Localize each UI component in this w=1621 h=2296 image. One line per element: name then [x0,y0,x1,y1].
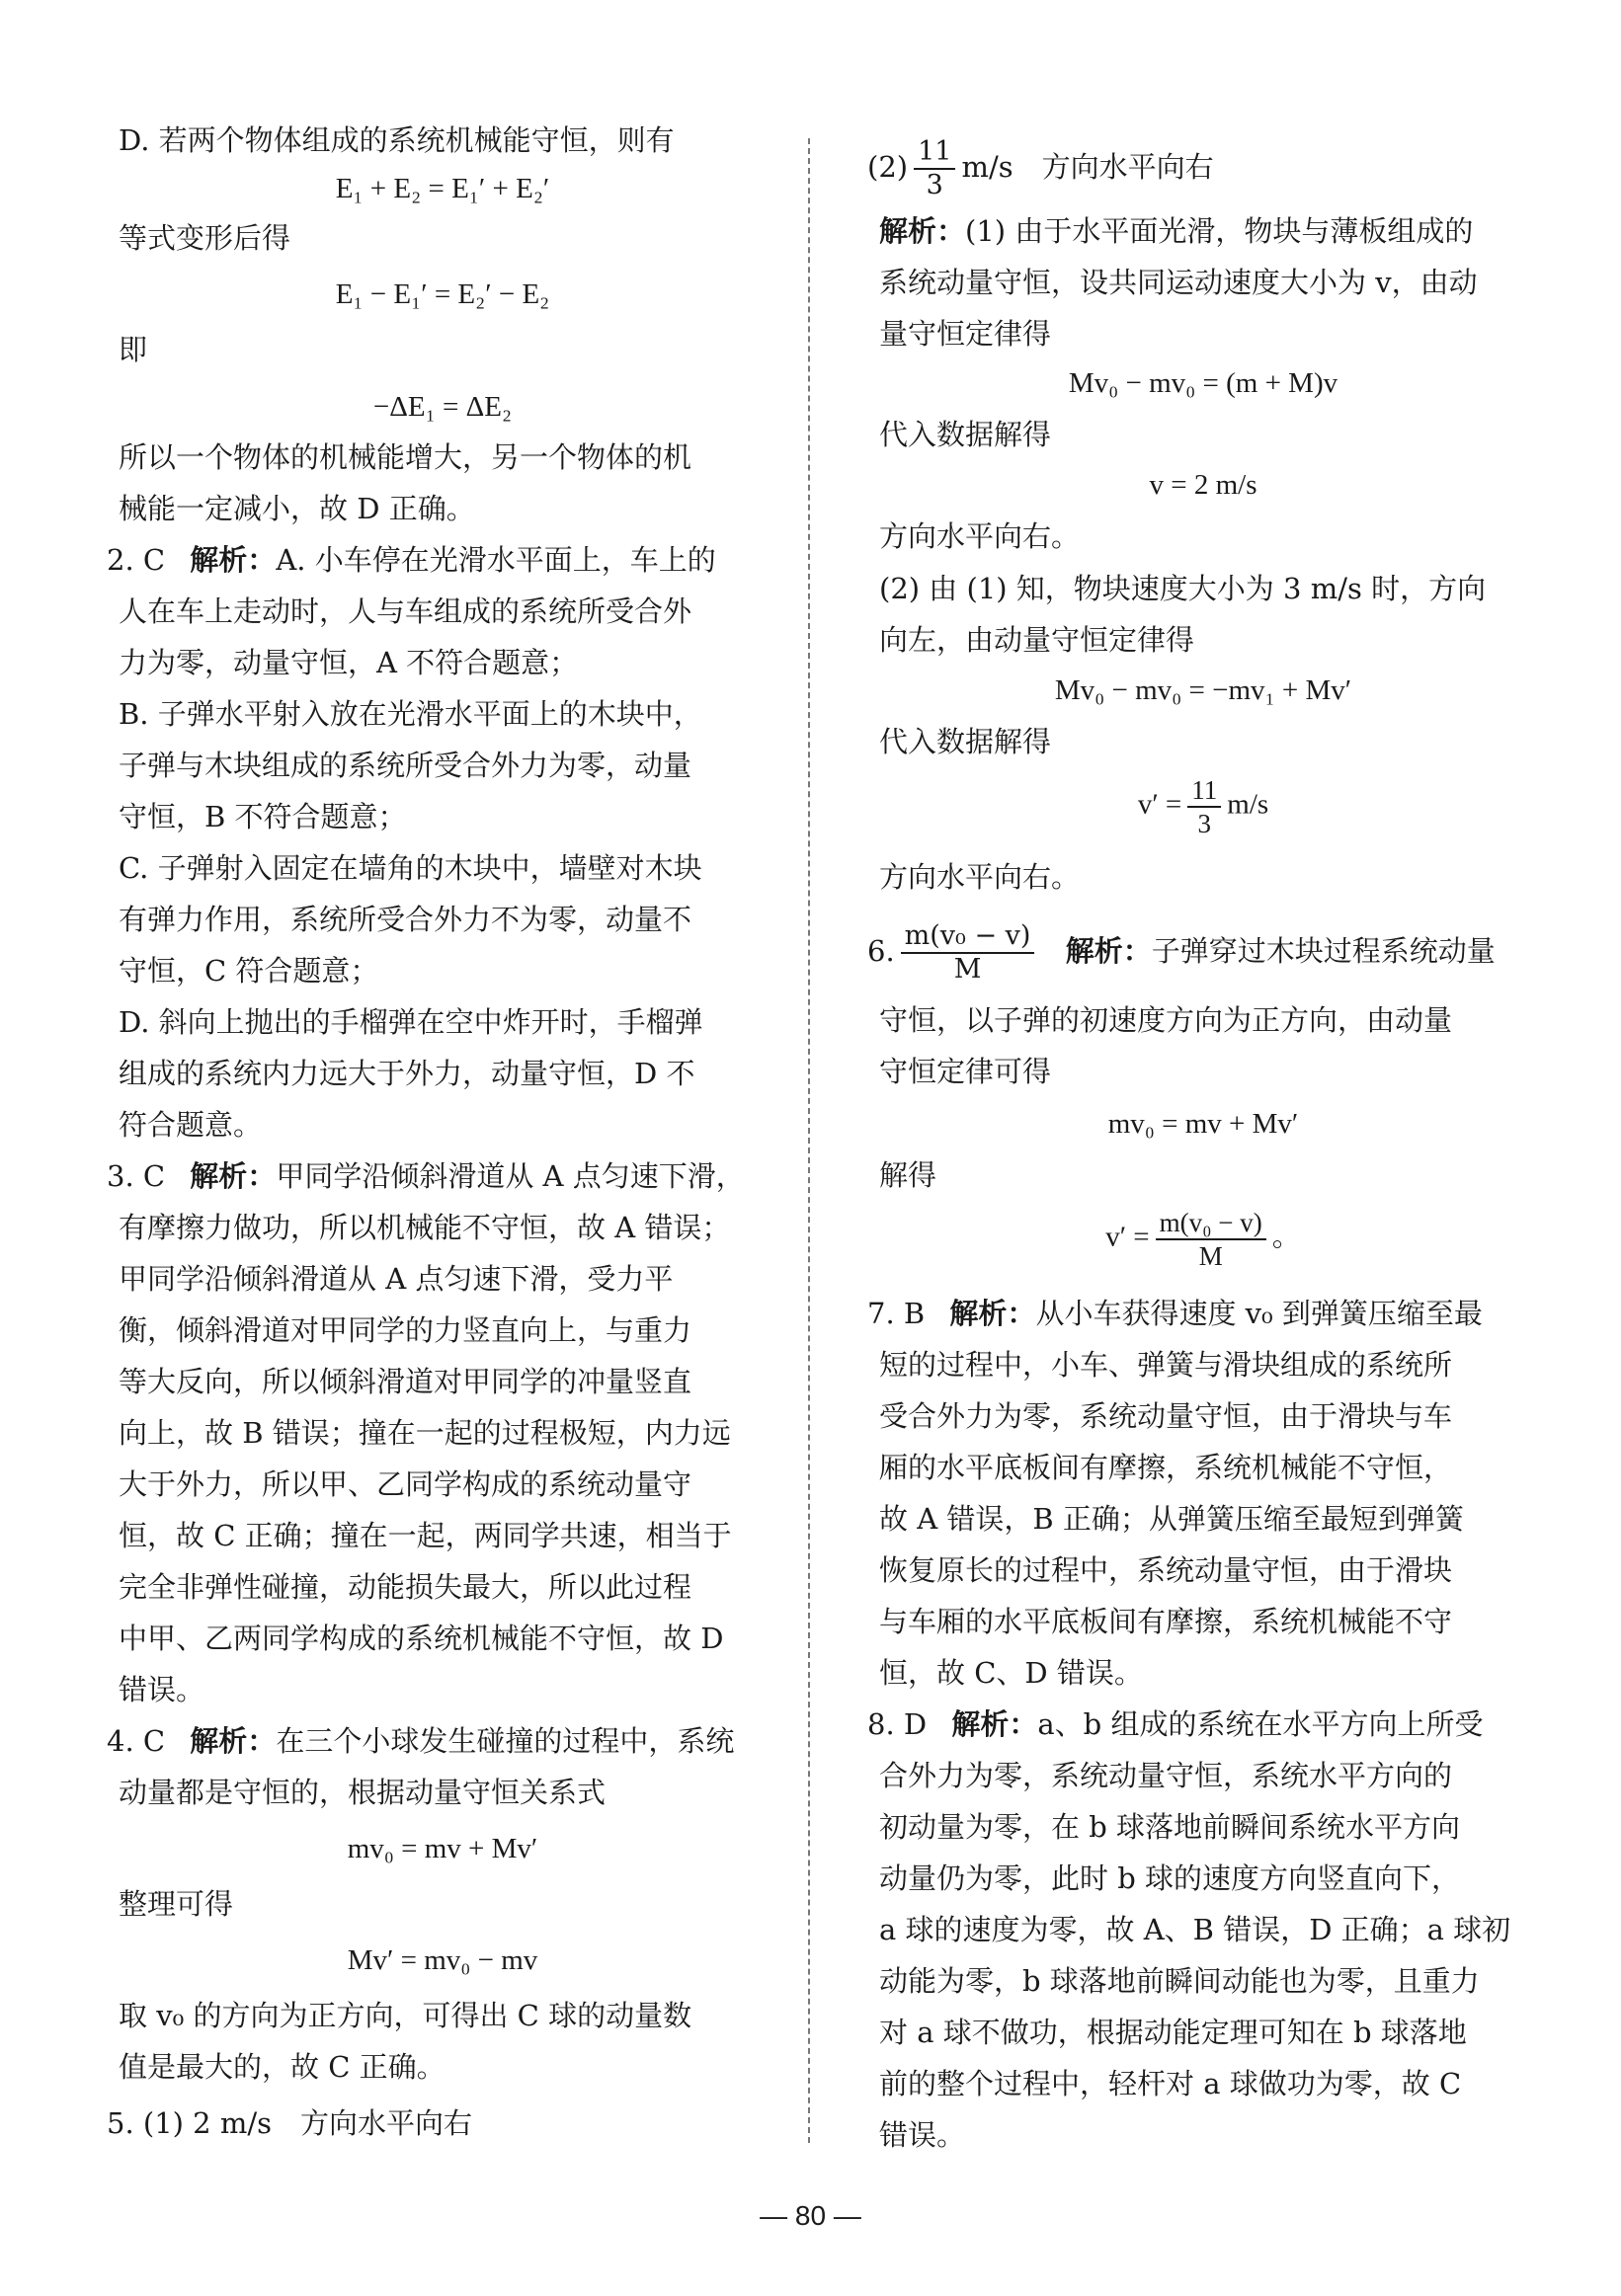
text-line: 代入数据解得 [879,418,1052,451]
question-number: 4. C [107,1724,166,1758]
equation: mv₀ = mv + Mv′ [1107,1108,1299,1140]
equation: Mv₀ − mv₀ = −mv₁ + Mv′ [1054,674,1352,706]
text-line: 错误。 [879,2118,966,2152]
text-span: 从小车获得速度 v₀ 到弹簧压缩至最 [1035,1297,1483,1330]
text-line: 动能为零，b 球落地前瞬间动能也为零，且重力 [879,1964,1480,1998]
question-number: 3. C [107,1159,166,1193]
fraction [901,920,1035,986]
question-2-first-line [107,540,716,580]
question-number: 6. [867,934,895,968]
text-line: 故 A 错误，B 正确；从弹簧压缩至最短到弹簧 [879,1502,1464,1536]
analysis-first-line [879,211,1473,251]
analysis-tag: 解析： [949,1297,1036,1330]
text-line: 力为零，动量守恒，A 不符合题意； [119,646,579,679]
equation: Mv′ = mv₀ − mv [347,1944,538,1976]
analysis-tag: 解析： [1065,934,1152,968]
text-line: a 球的速度为零，故 A、B 错误，D 正确；a 球初 [879,1913,1511,1946]
fraction [1187,774,1221,839]
text-line: 等式变形后得 [119,221,291,255]
analysis-tag: 解析： [879,214,966,248]
text-line: 方向水平向右。 [879,519,1081,553]
text-line: 完全非弹性碰撞，动能损失最大，所以此过程 [119,1570,692,1604]
analysis-tag: 解析： [951,1707,1038,1741]
text-line: 动量都是守恒的，根据动量守恒关系式 [119,1776,607,1809]
text-line: 子弹与木块组成的系统所受合外力为零，动量 [119,749,692,782]
text-line: C. 子弹射入固定在墙角的木块中，墙壁对木块 [119,851,702,885]
question-7-first-line [867,1294,1483,1333]
text-line: 即 [119,333,148,366]
text-line: 向左，由动量守恒定律得 [879,623,1195,657]
text-line: 中甲、乙两同学构成的系统机械能不守恒，故 D [119,1622,724,1655]
question-4-first-line [107,1721,734,1761]
text-line: 取 v₀ 的方向为正方向，可得出 C 球的动量数 [119,1999,692,2032]
text-line: 有弹力作用，系统所受合外力不为零，动量不 [119,903,692,936]
text-span: (2) [867,150,909,184]
text-line: 量守恒定律得 [879,317,1052,351]
question-6-first-line [867,920,1496,986]
text-span: 。 [1271,1221,1301,1253]
text-line: 合外力为零，系统动量守恒，系统水平方向的 [879,1759,1453,1792]
text-line: 解得 [879,1158,937,1192]
text-line: D. 斜向上抛出的手榴弹在空中炸开时，手榴弹 [119,1005,703,1039]
text-line: 与车厢的水平底板间有摩擦，系统机械能不守 [879,1605,1453,1638]
text-line: 系统动量守恒，设共同运动速度大小为 v，由动 [879,266,1478,299]
text-line: 衡，倾斜滑道对甲同学的力竖直向上，与重力 [119,1313,692,1347]
question-8-first-line [867,1704,1483,1744]
text-line: 守恒，B 不符合题意； [119,800,407,833]
column-divider [808,138,810,2143]
text-line: 恒，故 C 正确；撞在一起，两同学共速，相当于 [119,1519,732,1552]
text-line: (2) 由 (1) 知，物块速度大小为 3 m/s 时，方向 [879,572,1487,605]
text-line: 有摩擦力做功，所以机械能不守恒，故 A 错误； [119,1211,731,1244]
text-span: v′ = [1137,788,1182,821]
text-line: 方向水平向右。 [879,860,1081,894]
text-span: 在三个小球发生碰撞的过程中，系统 [276,1724,735,1758]
text-line: 整理可得 [119,1887,234,1921]
page-number: — 80 — [760,2200,861,2231]
text-line: 械能一定减小，故 D 正确。 [119,492,475,525]
denominator: 3 [926,170,943,200]
text-line: 守恒，以子弹的初速度方向为正方向，由动量 [879,1003,1453,1037]
denominator: M [953,954,982,985]
text-line: 守恒，C 符合题意； [119,954,379,988]
text-line: B. 子弹水平射入放在光滑水平面上的木块中， [119,697,702,731]
text-line: 大于外力，所以甲、乙同学构成的系统动量守 [119,1467,692,1501]
text-span: v′ = [1105,1221,1150,1253]
question-5-first-line: 5. (1) 2 m/s 方向水平向右 [107,2106,473,2140]
analysis-tag: 解析： [190,543,277,577]
text-line: 短的过程中，小车、弹簧与滑块组成的系统所 [879,1348,1453,1382]
text-line: 厢的水平底板间有摩擦，系统机械能不守恒， [879,1451,1453,1484]
equation: Mv₀ − mv₀ = (m + M)v [1068,367,1338,399]
question-number: 8. D [867,1707,928,1741]
numerator: 11 [914,136,955,170]
text-span: (1) 由于水平面光滑，物块与薄板组成的 [965,214,1474,248]
text-line: 受合外力为零，系统动量守恒，由于滑块与车 [879,1399,1453,1433]
text-span: 子弹穿过木块过程系统动量 [1151,934,1496,968]
text-span: m/s [1227,788,1269,821]
text-line: 前的整个过程中，轻杆对 a 球做功为零，故 C [879,2067,1462,2100]
text-line: 组成的系统内力远大于外力，动量守恒，D 不 [119,1057,695,1090]
denominator: 3 [1197,809,1212,838]
text-span: a、b 组成的系统在水平方向上所受 [1037,1707,1484,1741]
text-line: 动量仍为零，此时 b 球的速度方向竖直向下， [879,1861,1461,1895]
text-span: 甲同学沿倾斜滑道从 A 点匀速下滑， [276,1159,745,1193]
text-line: 初动量为零，在 b 球落地前瞬间系统水平方向 [879,1810,1461,1844]
equation-fraction [867,774,1539,839]
equation: E₁ − E₁′ = E₂′ − E₂ [335,278,550,310]
equation: mv₀ = mv + Mv′ [347,1833,538,1864]
answer-line [867,136,1214,201]
numerator: m(v₀ − v) [1156,1207,1266,1240]
text-line: 恢复原长的过程中，系统动量守恒，由于滑块 [879,1553,1453,1587]
text-line: 错误。 [119,1673,205,1706]
question-number: 7. B [867,1297,926,1330]
text-line: 向上，故 B 错误；撞在一起的过程极短，内力远 [119,1416,731,1450]
question-number: 2. C [107,543,166,577]
analysis-tag: 解析： [190,1724,277,1758]
text-span: A. 小车停在光滑水平面上，车上的 [276,543,716,577]
numerator: m(v₀ − v) [901,920,1035,954]
text-line: 等大反向，所以倾斜滑道对甲同学的冲量竖直 [119,1365,692,1398]
numerator: 11 [1187,774,1221,808]
analysis-tag: 解析： [190,1159,277,1193]
text-line: D. 若两个物体组成的系统机械能守恒，则有 [119,123,675,157]
text-span: m/s 方向水平向右 [961,150,1214,184]
fraction [914,136,955,201]
text-line: 守恒定律可得 [879,1055,1052,1088]
text-line: 符合题意。 [119,1108,263,1142]
text-line: 甲同学沿倾斜滑道从 A 点匀速下滑，受力平 [119,1262,674,1296]
text-line: 对 a 球不做功，根据动能定理可知在 b 球落地 [879,2016,1467,2049]
equation: E₁ + E₂ = E₁′ + E₂′ [335,173,550,204]
text-line: 值是最大的，故 C 正确。 [119,2050,446,2084]
denominator: M [1198,1241,1223,1271]
equation-fraction [867,1207,1539,1272]
text-line: 恒，故 C、D 错误。 [879,1656,1143,1690]
text-line: 人在车上走动时，人与车组成的系统所受合外 [119,594,692,628]
text-line: 代入数据解得 [879,725,1052,758]
fraction [1156,1207,1266,1272]
equation: v = 2 m/s [1149,469,1257,501]
question-3-first-line [107,1156,745,1196]
text-line: 所以一个物体的机械能增大，另一个物体的机 [119,440,692,474]
equation: −ΔE₁ = ΔE₂ [372,391,513,423]
